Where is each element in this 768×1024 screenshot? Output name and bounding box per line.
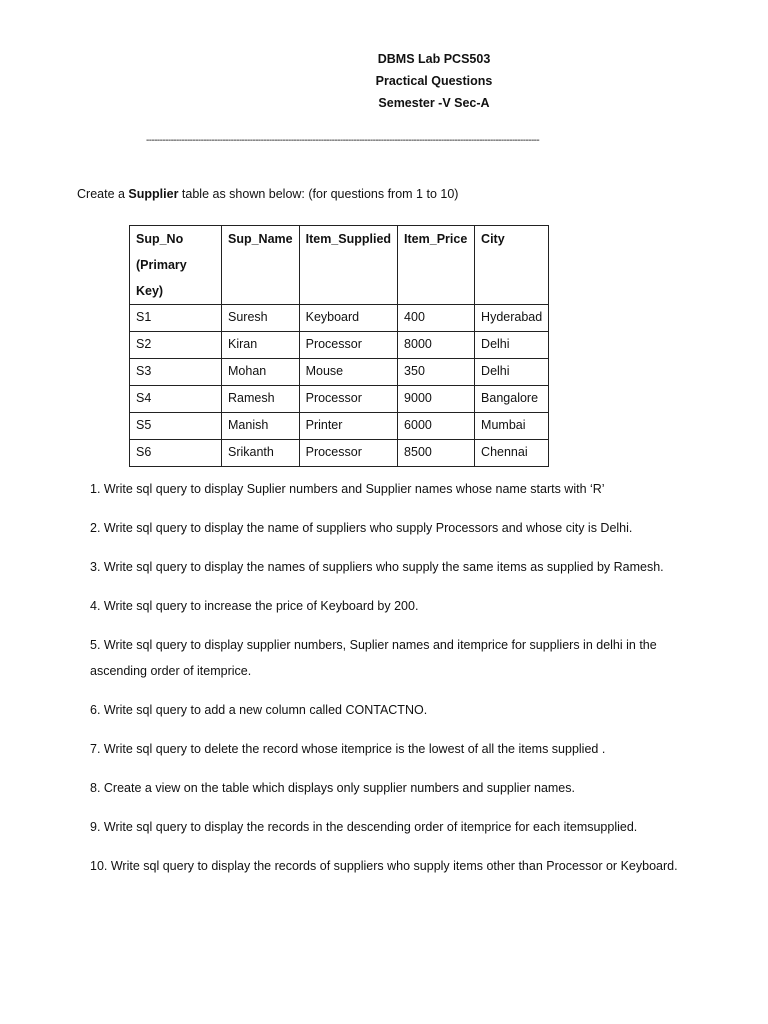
table-cell: Processor bbox=[299, 332, 397, 359]
table-cell: 8500 bbox=[398, 440, 475, 467]
table-cell: Printer bbox=[299, 413, 397, 440]
header-city: City bbox=[475, 226, 549, 305]
table-row bbox=[130, 413, 549, 440]
table-cell: Keyboard bbox=[299, 305, 397, 332]
table-cell: 400 bbox=[398, 305, 475, 332]
question-item: 3. Write sql query to display the names of suppliers who supply the same items as supplied by Ramesh. bbox=[90, 560, 664, 574]
table-cell: Processor bbox=[299, 386, 397, 413]
table-cell: Ramesh bbox=[222, 386, 300, 413]
table-cell: S4 bbox=[130, 386, 222, 413]
intro-table-name: Supplier bbox=[128, 187, 179, 201]
table-cell: S5 bbox=[130, 413, 222, 440]
course-title: DBMS Lab PCS503 bbox=[377, 52, 491, 66]
table-cell: Mumbai bbox=[475, 413, 549, 440]
table-cell: Kiran bbox=[222, 332, 300, 359]
table-cell: Chennai bbox=[475, 440, 549, 467]
table-cell: S3 bbox=[130, 359, 222, 386]
supplier-table bbox=[129, 225, 549, 467]
table-cell: 6000 bbox=[398, 413, 475, 440]
document-subtitle: Practical Questions bbox=[375, 74, 493, 88]
table-header-row bbox=[130, 226, 549, 305]
intro-prefix: Create a bbox=[77, 187, 129, 201]
table-cell: Hyderabad bbox=[475, 305, 549, 332]
document-header bbox=[0, 48, 768, 114]
table-row bbox=[130, 359, 549, 386]
table-row bbox=[130, 332, 549, 359]
table-cell: 350 bbox=[398, 359, 475, 386]
table-cell: 8000 bbox=[398, 332, 475, 359]
question-list bbox=[90, 476, 710, 892]
table-cell: Bangalore bbox=[475, 386, 549, 413]
question-item: 4. Write sql query to increase the price of Keyboard by 200. bbox=[90, 599, 419, 613]
question-item: 1. Write sql query to display Suplier numbers and Supplier names whose name starts with ‘R’ bbox=[90, 482, 605, 496]
question-item: 5. Write sql query to display supplier numbers, Suplier names and itemprice for suppliers in delhi in the ascending order of itemprice. bbox=[90, 638, 657, 678]
question-item: 6. Write sql query to add a new column called CONTACTNO. bbox=[90, 703, 428, 717]
table-cell: 9000 bbox=[398, 386, 475, 413]
header-item-price: Item_Price bbox=[398, 226, 475, 305]
table-cell: Mouse bbox=[299, 359, 397, 386]
table-cell: Manish bbox=[222, 413, 300, 440]
header-primary-key-note: (Primary Key) bbox=[136, 258, 187, 298]
table-cell: Suresh bbox=[222, 305, 300, 332]
table-row bbox=[130, 305, 549, 332]
intro-suffix: table as shown below: (for questions from 1 to 10) bbox=[178, 187, 459, 201]
table-cell: Processor bbox=[299, 440, 397, 467]
question-item: 10. Write sql query to display the records of suppliers who supply items other than Processor or Keyboard. bbox=[90, 859, 678, 873]
table-cell: S6 bbox=[130, 440, 222, 467]
table-row bbox=[130, 440, 549, 467]
table-cell: Mohan bbox=[222, 359, 300, 386]
question-item: 9. Write sql query to display the records in the descending order of itemprice for each itemsupplied. bbox=[90, 820, 638, 834]
table-cell: Delhi bbox=[475, 332, 549, 359]
question-item: 2. Write sql query to display the name of suppliers who supply Processors and whose city is Delhi. bbox=[90, 521, 633, 535]
header-sup-no bbox=[130, 226, 222, 305]
dashed-divider: ------------------------------------------------------------------------------------------------------------------------------------------------ bbox=[146, 135, 540, 146]
question-item: 8. Create a view on the table which displays only supplier numbers and supplier names. bbox=[90, 781, 575, 795]
header-sup-no-label: Sup_No bbox=[136, 232, 184, 246]
table-intro bbox=[77, 185, 458, 203]
table-cell: S2 bbox=[130, 332, 222, 359]
question-item: 7. Write sql query to delete the record whose itemprice is the lowest of all the items supplied . bbox=[90, 742, 606, 756]
header-sup-name: Sup_Name bbox=[222, 226, 300, 305]
table-cell: S1 bbox=[130, 305, 222, 332]
table-cell: Srikanth bbox=[222, 440, 300, 467]
table-row bbox=[130, 386, 549, 413]
header-item-supplied: Item_Supplied bbox=[299, 226, 397, 305]
semester-label: Semester -V Sec-A bbox=[378, 96, 490, 110]
table-cell: Delhi bbox=[475, 359, 549, 386]
